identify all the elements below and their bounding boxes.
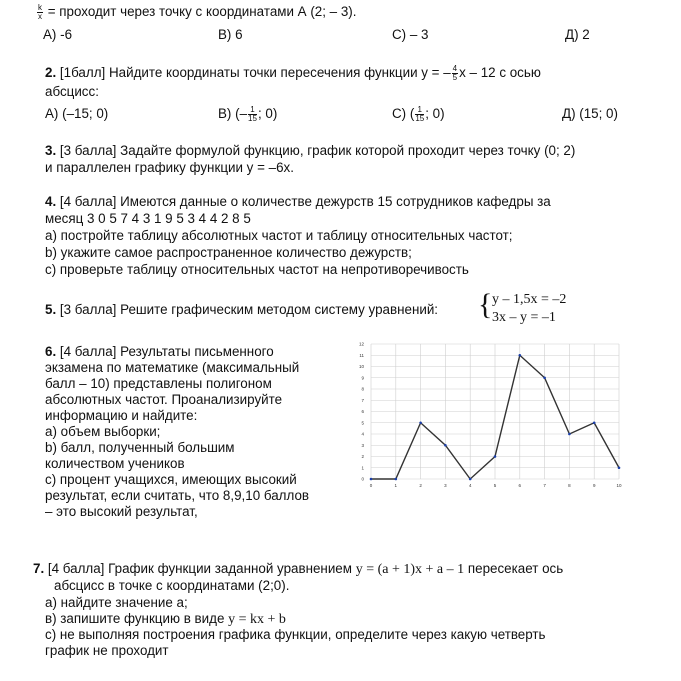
y-tick-label: 8 xyxy=(361,386,364,392)
x-tick-label: 1 xyxy=(394,483,398,488)
q2-option-a: А) (–15; 0) xyxy=(45,106,109,121)
x-tick-label: 2 xyxy=(419,483,422,488)
frequency-polygon-chart xyxy=(355,336,630,496)
q1-option-a: А) -6 xyxy=(43,27,73,42)
x-tick-label: 3 xyxy=(444,483,447,488)
q2-line-1 xyxy=(45,65,541,82)
y-tick-label: 4 xyxy=(361,431,364,437)
q1-cut-line xyxy=(37,4,356,21)
q5-eq-2: 3x – y = –1 xyxy=(492,310,556,325)
data-point xyxy=(494,455,497,458)
q6-text: 6. [4 балла] Результаты письменного экзамена по математике (максимальный балл – 10) представлены полигоном абсолютных частот. Проанализируйте информацию и найдите: а) объем выборки; b) балл, полученный большим количеством учеников c) процент учащихся, имеющих высокий результат, если считать, что 8,9,10 баллов – это высокий результат, xyxy=(45,344,310,519)
q4-item-c: c) проверьте таблицу относительных частот на непротиворечивость xyxy=(45,262,469,277)
data-point xyxy=(370,478,373,481)
q7-line-2: абсцисс в точке с координатами (2;0). xyxy=(54,578,290,593)
q2-text-b: x – 12 с осью xyxy=(459,65,541,81)
q5-brace: { xyxy=(478,288,493,321)
q3-line-2: и параллелен графику функции y = –6x. xyxy=(45,160,294,175)
q4-item-b: b) укажите самое распространенное количество дежурств; xyxy=(45,245,412,260)
q2-option-b: В) (– $\frac{1}{15}$ ; 0) xyxy=(218,105,278,123)
q7-line-1: 7. [4 балла] График функции заданной уравнением y = (a + 1)x + a – 1 пересекает ось xyxy=(33,561,564,577)
q2-points: [1балл] xyxy=(59,65,106,81)
q1-fraction: $\frac{k}{x}$ xyxy=(38,3,42,21)
q5-line: 5. [3 балла] Решите графическим методом систему уравнений: xyxy=(45,302,439,317)
x-tick-label: 8 xyxy=(568,483,571,488)
q7-item-c-1: с) не выполняя построения графика функции, определите через какую четверть xyxy=(45,627,546,642)
q7-item-c-2: график не проходит xyxy=(45,643,169,658)
x-tick-label: 6 xyxy=(518,483,522,488)
q7-item-b: в) запишите функцию в виде y = kx + b xyxy=(45,611,286,627)
y-tick-label: 6 xyxy=(361,409,364,414)
q2-number: 2. xyxy=(45,65,57,81)
x-tick-label: 5 xyxy=(493,483,497,488)
q1-option-d: Д) 2 xyxy=(565,27,590,42)
q3-line-1: 3. [3 балла] Задайте формулой функцию, график которой проходит через точку (0; 2) xyxy=(45,143,576,158)
q2-option-d: Д) (15; 0) xyxy=(562,106,618,121)
data-point xyxy=(593,421,596,424)
q4-line-1: 4. [4 балла] Имеются данные о количестве дежурств 15 сотрудников кафедры за xyxy=(45,194,551,209)
q7-item-a: а) найдите значение a; xyxy=(45,595,188,610)
y-tick-label: 0 xyxy=(361,476,364,482)
x-tick-label: 4 xyxy=(468,483,472,488)
y-tick-label: 1 xyxy=(361,465,364,471)
q1-text: = проходит через точку с координатами А (2; – 3). xyxy=(47,4,357,20)
data-point xyxy=(618,466,621,469)
x-tick-label: 0 xyxy=(369,483,373,488)
y-tick-label: 9 xyxy=(361,375,364,381)
q2-text-a: Найдите координаты точки пересечения функции y = – xyxy=(108,65,451,81)
data-point xyxy=(395,478,398,481)
data-point xyxy=(444,444,447,447)
data-point xyxy=(519,354,522,357)
y-tick-label: 7 xyxy=(361,397,364,403)
x-tick-label: 9 xyxy=(592,483,596,488)
q2-line-2: абсцисс: xyxy=(45,84,99,99)
y-tick-label: 5 xyxy=(361,420,364,426)
q2-fraction: $\frac{4}{5}$ xyxy=(452,64,458,82)
data-point xyxy=(419,421,422,424)
x-tick-label: 10 xyxy=(616,483,622,488)
q5-eq-1: y – 1,5x = –2 xyxy=(492,292,567,307)
data-point xyxy=(543,376,546,379)
y-tick-label: 12 xyxy=(358,341,364,347)
q1-option-b: В) 6 xyxy=(218,27,243,42)
y-tick-label: 2 xyxy=(361,454,364,459)
q1-option-c: С) – 3 xyxy=(392,27,429,42)
y-tick-label: 3 xyxy=(361,442,364,448)
q2-option-c: С) ( $\frac{1}{15}$ ; 0) xyxy=(392,105,445,123)
y-tick-label: 11 xyxy=(359,352,364,358)
y-tick-label: 10 xyxy=(358,364,364,369)
data-point xyxy=(469,478,472,481)
x-tick-label: 7 xyxy=(543,483,546,488)
data-point xyxy=(568,433,571,436)
q4-item-a: a) постройте таблицу абсолютных частот и таблицу относительных частот; xyxy=(45,228,513,243)
q4-line-2: месяц 3 0 5 7 4 3 1 9 5 3 4 4 2 8 5 xyxy=(45,211,251,226)
